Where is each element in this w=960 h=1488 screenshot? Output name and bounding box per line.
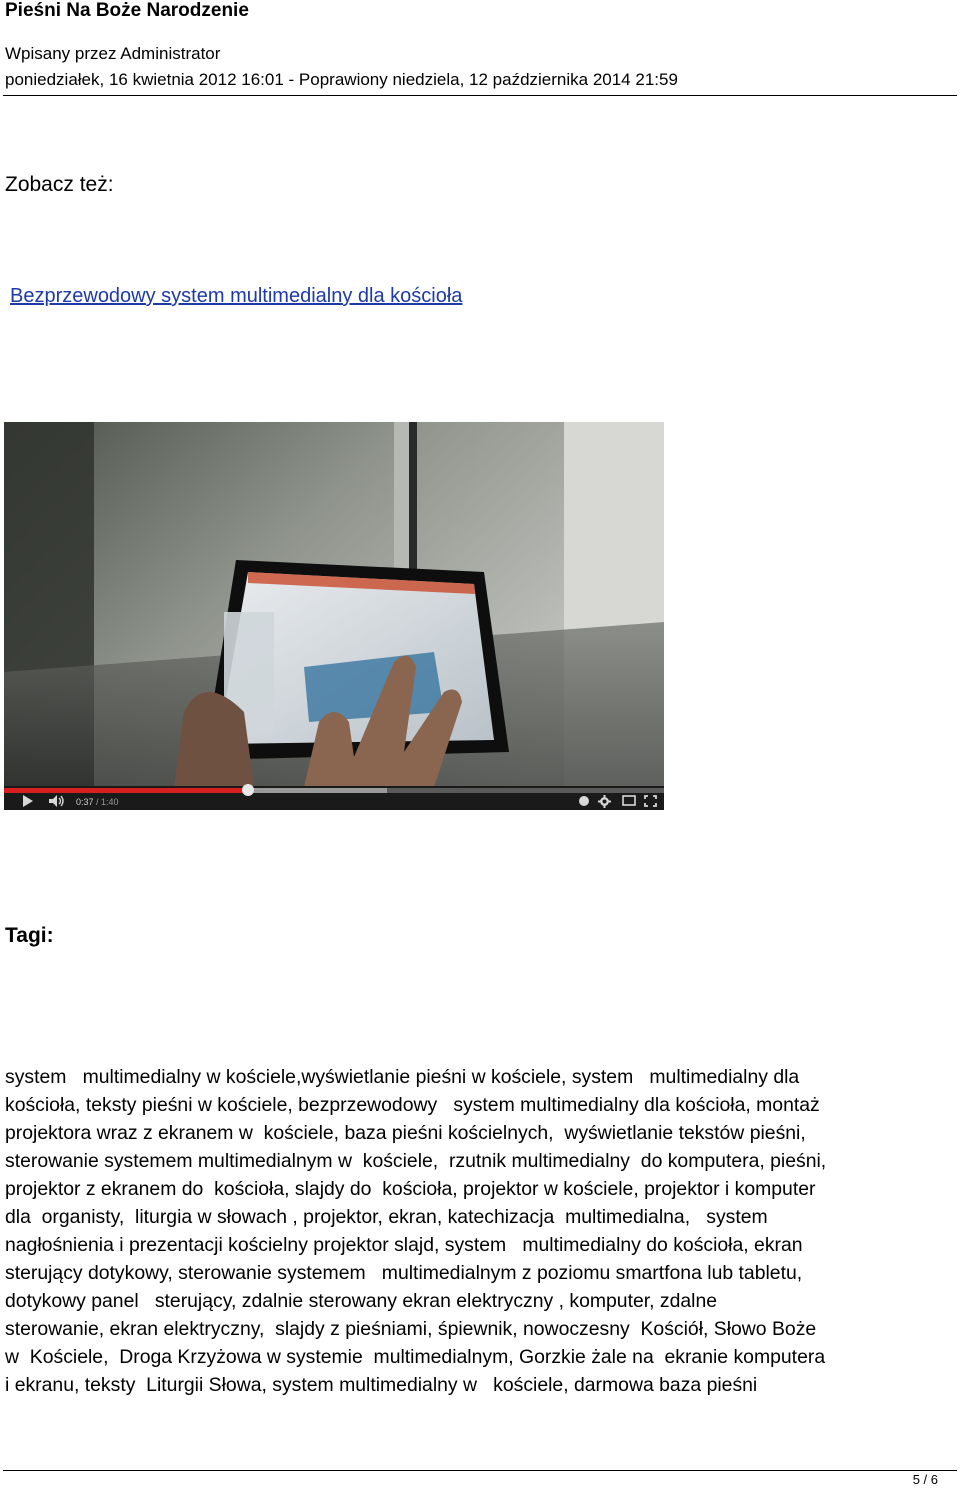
video-scrubber-handle[interactable]: [242, 784, 254, 796]
see-also-heading: Zobacz też:: [5, 173, 114, 196]
video-player[interactable]: [4, 422, 664, 810]
tags-heading: Tagi:: [5, 924, 54, 947]
video-progress-fill: [4, 788, 248, 793]
video-frame: [4, 422, 664, 787]
document-title: Pieśni Na Boże Narodzenie: [5, 0, 249, 21]
play-icon[interactable]: [22, 795, 34, 809]
date-line: poniedziałek, 16 kwietnia 2012 16:01 - Poprawiony niedziela, 12 października 2014 21:59: [5, 70, 678, 89]
tags-line: i ekranu, teksty Liturgii Słowa, system multimedialny w kościele, darmowa baza pieśni: [5, 1374, 758, 1396]
header-divider: [3, 95, 957, 96]
related-article-link[interactable]: Bezprzewodowy system multimedialny dla kościoła: [10, 285, 463, 307]
tags-line: sterowanie, ekran elektryczny, slajdy z pieśniami, śpiewnik, nowoczesny Kościół, Słowo Boże: [5, 1318, 817, 1340]
tags-line: sterujący dotykowy, sterowanie systemem multimedialnym z poziomu smartfona lub tabletu,: [5, 1262, 803, 1284]
video-time-readout: [76, 796, 119, 808]
document-header: [5, 0, 957, 89]
widescreen-icon[interactable]: [622, 795, 636, 809]
tags-line: dla organisty, liturgia w słowach , projektor, ekran, katechizacja multimedialna, system: [5, 1206, 768, 1228]
time-separator: /: [93, 797, 102, 807]
tags-line: dotykowy panel sterujący, zdalnie sterowany ekran elektryczny , komputer, zdalne: [5, 1290, 718, 1312]
video-control-bar: [4, 786, 664, 810]
page-number: 5 / 6: [912, 1472, 938, 1487]
tags-line: projektora wraz z ekranem w kościele, baza pieśni kościelnych, wyświetlanie tekstów pieśni,: [5, 1122, 806, 1144]
author-line: Wpisany przez Administrator: [5, 44, 221, 63]
tags-line: kościoła, teksty pieśni w kościele, bezprzewodowy system multimedialny dla kościoła, montaż: [5, 1094, 820, 1116]
tags-line: projektor z ekranem do kościoła, slajdy do kościoła, projektor w kościele, projektor i komputer: [5, 1178, 816, 1200]
fullscreen-icon[interactable]: [644, 795, 657, 809]
settings-icon[interactable]: [598, 795, 611, 809]
volume-icon[interactable]: [49, 795, 65, 809]
duration: 1:40: [101, 797, 119, 807]
tags-line: w Kościele, Droga Krzyżowa w systemie multimedialnym, Gorzkie żale na ekranie komputera: [5, 1346, 826, 1368]
current-time: 0:37: [76, 797, 94, 807]
tags-line: nagłośnienia i prezentacji kościelny projektor slajd, system multimedialny do kościoła, ekran: [5, 1234, 803, 1256]
tags-list: [5, 1063, 955, 1399]
cc-icon[interactable]: [578, 795, 590, 809]
video-buffered-bar: [248, 788, 387, 793]
tags-line: system multimedialny w kościele,wyświetlanie pieśni w kościele, system multimedialny dla: [5, 1066, 800, 1088]
tags-line: sterowanie systemem multimedialnym w kościele, rzutnik multimedialny do komputera, pieśni,: [5, 1150, 827, 1172]
footer-divider: [3, 1470, 957, 1471]
video-progress-track[interactable]: [4, 788, 664, 793]
